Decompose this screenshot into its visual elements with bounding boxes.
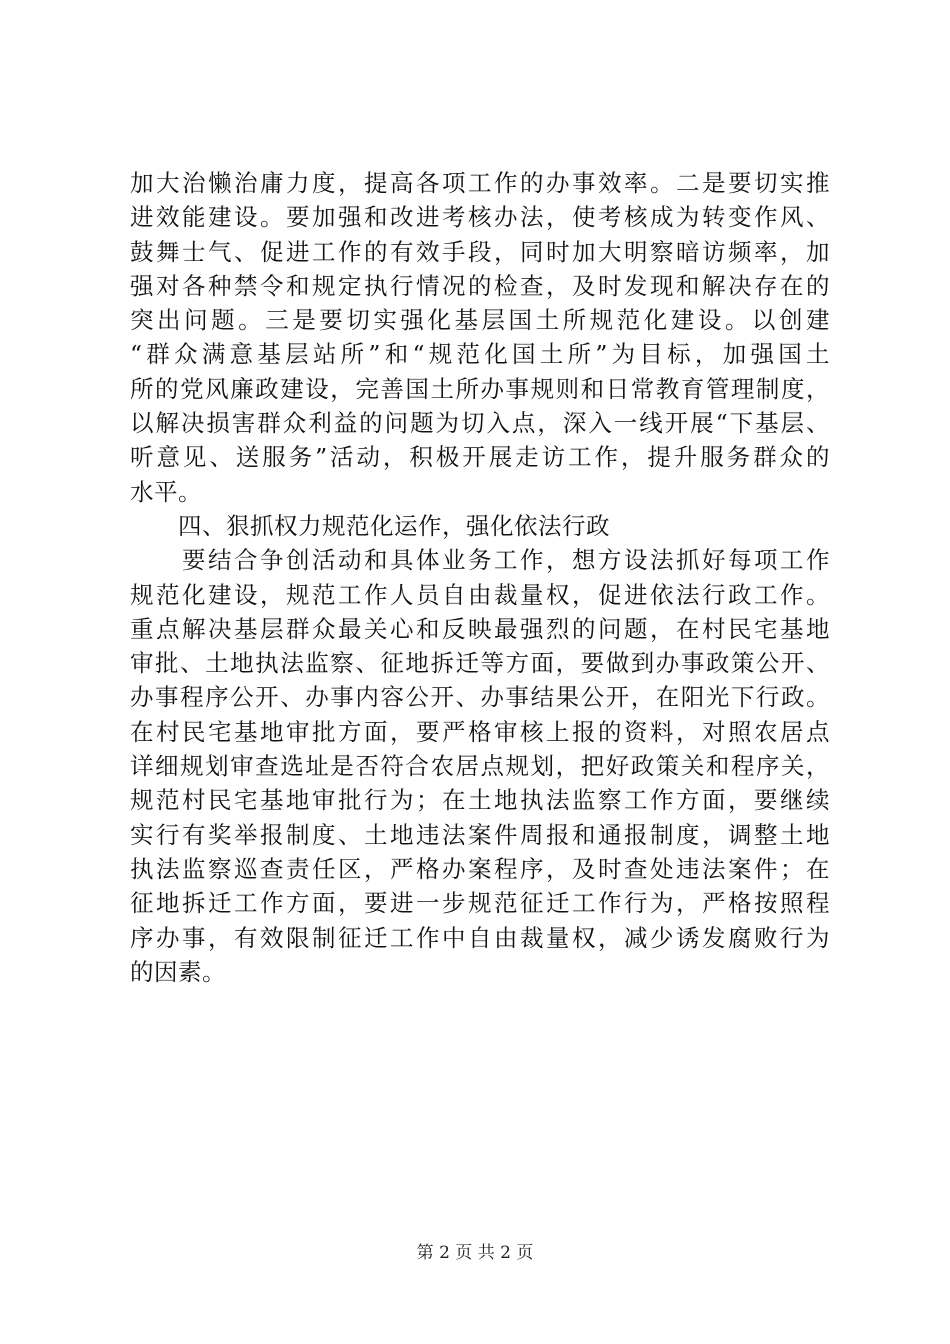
text-line: 在村民宅基地审批方面，要严格审核上报的资料，对照农居点	[130, 717, 830, 746]
text-line: 突出问题。三是要切实强化基层国土所规范化建设。以创建	[130, 306, 830, 335]
text-line: 实行有奖举报制度、土地违法案件周报和通报制度，调整土地	[130, 820, 830, 849]
text-line: 听意见、送服务”活动，积极开展走访工作，提升服务群众的	[130, 443, 830, 472]
text-line: 重点解决基层群众最关心和反映最强烈的问题，在村民宅基地	[130, 614, 830, 643]
text-line: 强对各种禁令和规定执行情况的检查，及时发现和解决存在的	[130, 271, 830, 300]
document-body	[130, 166, 830, 989]
text-line: 办事程序公开、办事内容公开、办事结果公开，在阳光下行政。	[130, 683, 830, 712]
text-line: 的因素。	[130, 957, 226, 986]
text-line: 进效能建设。要加强和改进考核办法，使考核成为转变作风、	[130, 203, 830, 232]
text-line: 规范化建设，规范工作人员自由裁量权，促进依法行政工作。	[130, 580, 830, 609]
text-line: 要结合争创活动和具体业务工作，想方设法抓好每项工作	[130, 546, 830, 575]
text-line: 以解决损害群众利益的问题为切入点，深入一线开展“下基层、	[130, 409, 830, 438]
text-line: 加大治懒治庸力度，提高各项工作的办事效率。二是要切实推	[130, 169, 830, 197]
text-line: 征地拆迁工作方面，要进一步规范征迁工作行为，严格按照程	[130, 889, 830, 918]
text-line: “群众满意基层站所”和“规范化国土所”为目标，加强国土	[130, 340, 830, 369]
section-heading: 四、狠抓权力规范化运作，强化依法行政	[130, 511, 610, 540]
page-number-footer: 第 2 页 共 2 页	[416, 1243, 534, 1263]
text-line: 所的党风廉政建设，完善国土所办事规则和日常教育管理制度，	[130, 374, 830, 403]
text-line: 水平。	[130, 477, 202, 506]
text-line: 序办事，有效限制征迁工作中自由裁量权，减少诱发腐败行为	[130, 923, 830, 952]
text-line: 执法监察巡查责任区，严格办案程序，及时查处违法案件；在	[130, 854, 830, 883]
text-line: 审批、土地执法监察、征地拆迁等方面，要做到办事政策公开、	[130, 649, 830, 678]
text-line: 鼓舞士气、促进工作的有效手段，同时加大明察暗访频率，加	[130, 237, 830, 266]
text-line: 详细规划审查选址是否符合农居点规划，把好政策关和程序关，	[130, 752, 830, 781]
text-line: 规范村民宅基地审批行为；在土地执法监察工作方面，要继续	[130, 786, 830, 815]
